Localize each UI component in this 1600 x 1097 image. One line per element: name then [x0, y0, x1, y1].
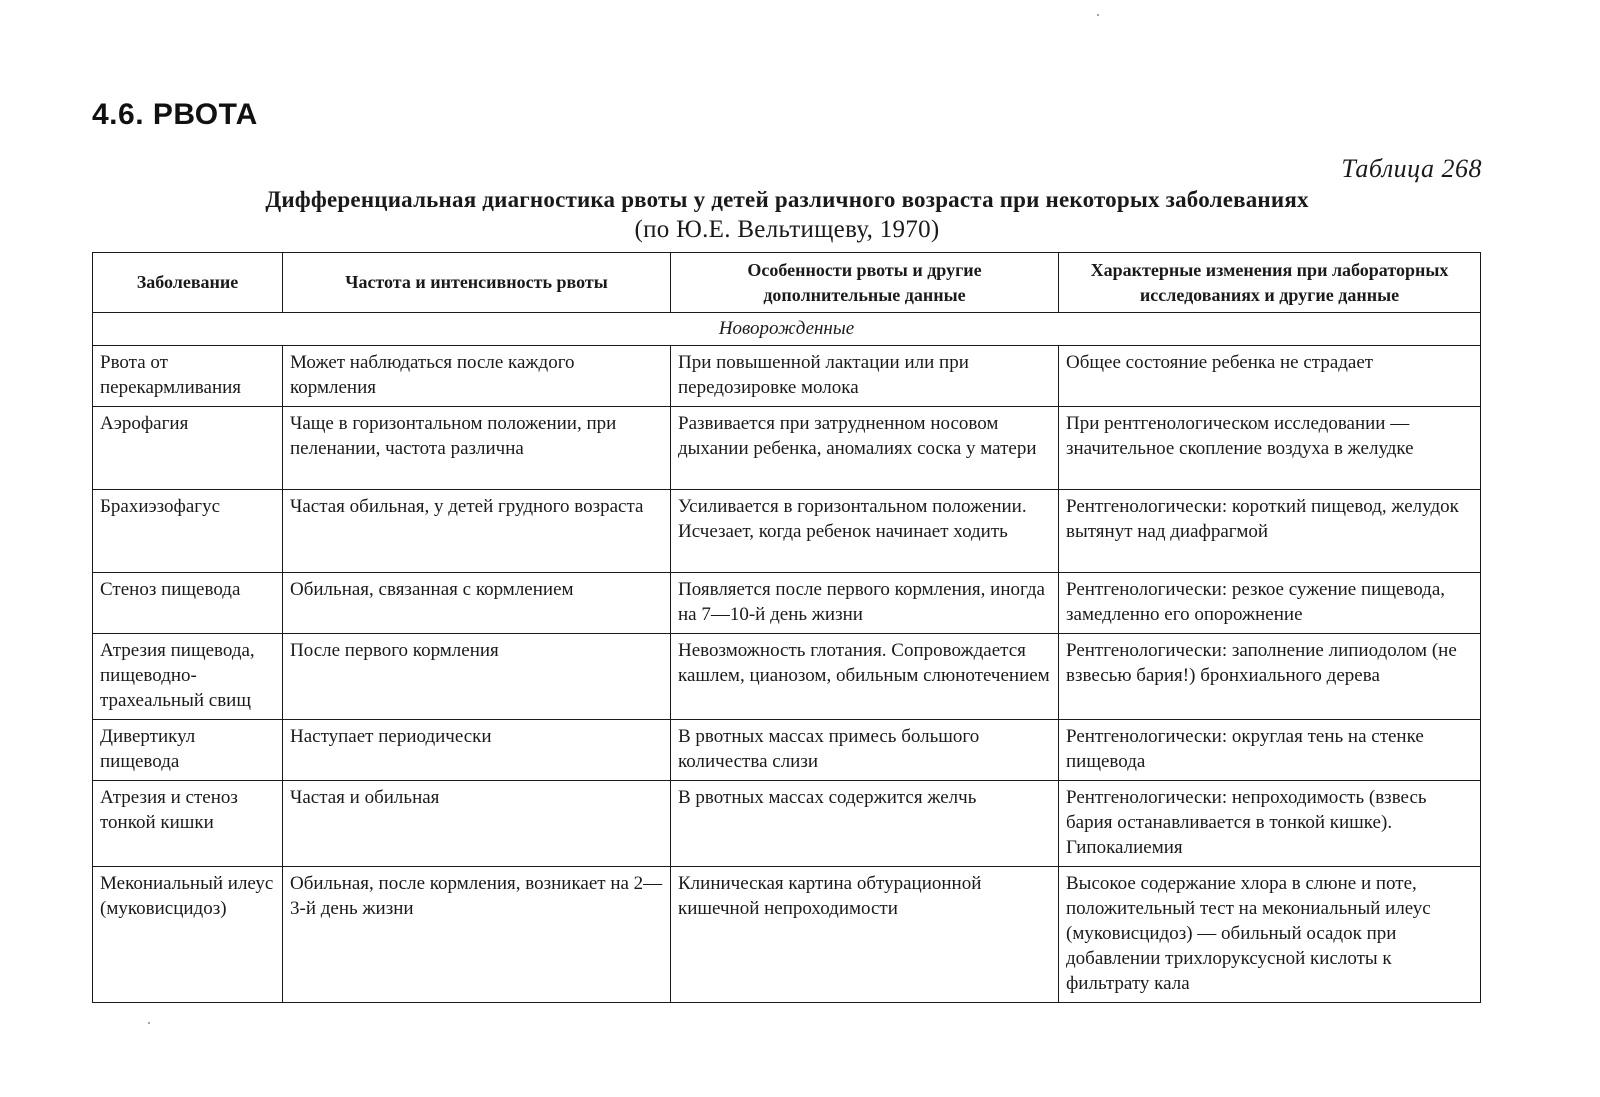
cell-lab-findings: Рентгенологически: округлая тень на стенке пищевода — [1059, 720, 1481, 781]
section-heading: 4.6. РВОТА — [92, 98, 258, 131]
group-row — [93, 313, 1481, 346]
table-row — [93, 634, 1481, 720]
table-source: (по Ю.Е. Вельтищеву, 1970) — [634, 216, 940, 243]
cell-features: При повышенной лактации или при передозировке молока — [671, 346, 1059, 407]
scan-speck — [1097, 14, 1099, 16]
cell-frequency: Чаще в горизонтальном положении, при пеленании, частота различна — [283, 407, 671, 490]
cell-features: В рвотных массах примесь большого количества слизи — [671, 720, 1059, 781]
cell-lab-findings: Общее состояние ребенка не страдает — [1059, 346, 1481, 407]
table-row — [93, 867, 1481, 1003]
table-row — [93, 781, 1481, 867]
cell-frequency: Частая и обильная — [283, 781, 671, 867]
cell-lab-findings: Рентгенологически: непроходимость (взвесь бария останавливается в тонкой кишке). Гипокалиемия — [1059, 781, 1481, 867]
table-number: Таблица 268 — [1341, 154, 1482, 183]
cell-lab-findings: Высокое содержание хлора в слюне и поте, положительный тест на мекониальный илеус (муковисцидоз) — обильный осадок при добавлении трихлоруксусной кислоты к фильтрату кала — [1059, 867, 1481, 1003]
cell-frequency: Может наблюдаться после каждого кормления — [283, 346, 671, 407]
cell-features: Появляется после первого кормления, иногда на 7—10-й день жизни — [671, 573, 1059, 634]
table-row — [93, 573, 1481, 634]
cell-frequency: Обильная, после кормления, возникает на 2—3-й день жизни — [283, 867, 671, 1003]
column-header-disease: Заболевание — [93, 253, 283, 313]
column-header-frequency: Частота и интенсивность рвоты — [283, 253, 671, 313]
column-header-lab-findings: Характерные изменения при лабораторных исследованиях и другие данные — [1059, 253, 1481, 313]
cell-features: Развивается при затрудненном носовом дыхании ребенка, аномалиях соска у матери — [671, 407, 1059, 490]
table-row — [93, 720, 1481, 781]
cell-disease: Атрезия и стеноз тонкой кишки — [93, 781, 283, 867]
cell-disease: Брахиэзофагус — [93, 490, 283, 573]
cell-frequency: Наступает периодически — [283, 720, 671, 781]
table-title: Дифференциальная диагностика рвоты у детей различного возраста при некоторых заболеваниях — [265, 187, 1309, 212]
table-row — [93, 346, 1481, 407]
cell-lab-findings: Рентгенологически: резкое сужение пищевода, замедленно его опорожнение — [1059, 573, 1481, 634]
cell-frequency: Обильная, связанная с кормлением — [283, 573, 671, 634]
cell-lab-findings: Рентгенологически: короткий пищевод, желудок вытянут над диафрагмой — [1059, 490, 1481, 573]
group-label-newborns: Новорожденные — [93, 313, 1481, 346]
table-row — [93, 490, 1481, 573]
cell-features: В рвотных массах содержится желчь — [671, 781, 1059, 867]
cell-features: Клиническая картина обтурационной кишечной непроходимости — [671, 867, 1059, 1003]
cell-disease: Аэрофагия — [93, 407, 283, 490]
cell-frequency: Частая обильная, у детей грудного возраста — [283, 490, 671, 573]
column-header-features: Особенности рвоты и другие дополнительные данные — [671, 253, 1059, 313]
cell-lab-findings: При рентгенологическом исследовании — значительное скопление воздуха в желудке — [1059, 407, 1481, 490]
scan-speck — [148, 1022, 150, 1024]
cell-features: Невозможность глотания. Сопровождается кашлем, цианозом, обильным слюнотечением — [671, 634, 1059, 720]
cell-disease: Дивертикул пищевода — [93, 720, 283, 781]
cell-features: Усиливается в горизонтальном положении. Исчезает, когда ребенок начинает ходить — [671, 490, 1059, 573]
cell-disease: Стеноз пищевода — [93, 573, 283, 634]
differential-diagnosis-table — [92, 252, 1481, 1003]
cell-disease: Рвота от перекармливания — [93, 346, 283, 407]
cell-disease: Мекониальный илеус (муковисцидоз) — [93, 867, 283, 1003]
table-header-row — [93, 253, 1481, 313]
cell-frequency: После первого кормления — [283, 634, 671, 720]
cell-lab-findings: Рентгенологически: заполнение липиодолом (не взвесью бария!) бронхиального дерева — [1059, 634, 1481, 720]
table-row — [93, 407, 1481, 490]
cell-disease: Атрезия пищевода, пищеводно-трахеальный свищ — [93, 634, 283, 720]
